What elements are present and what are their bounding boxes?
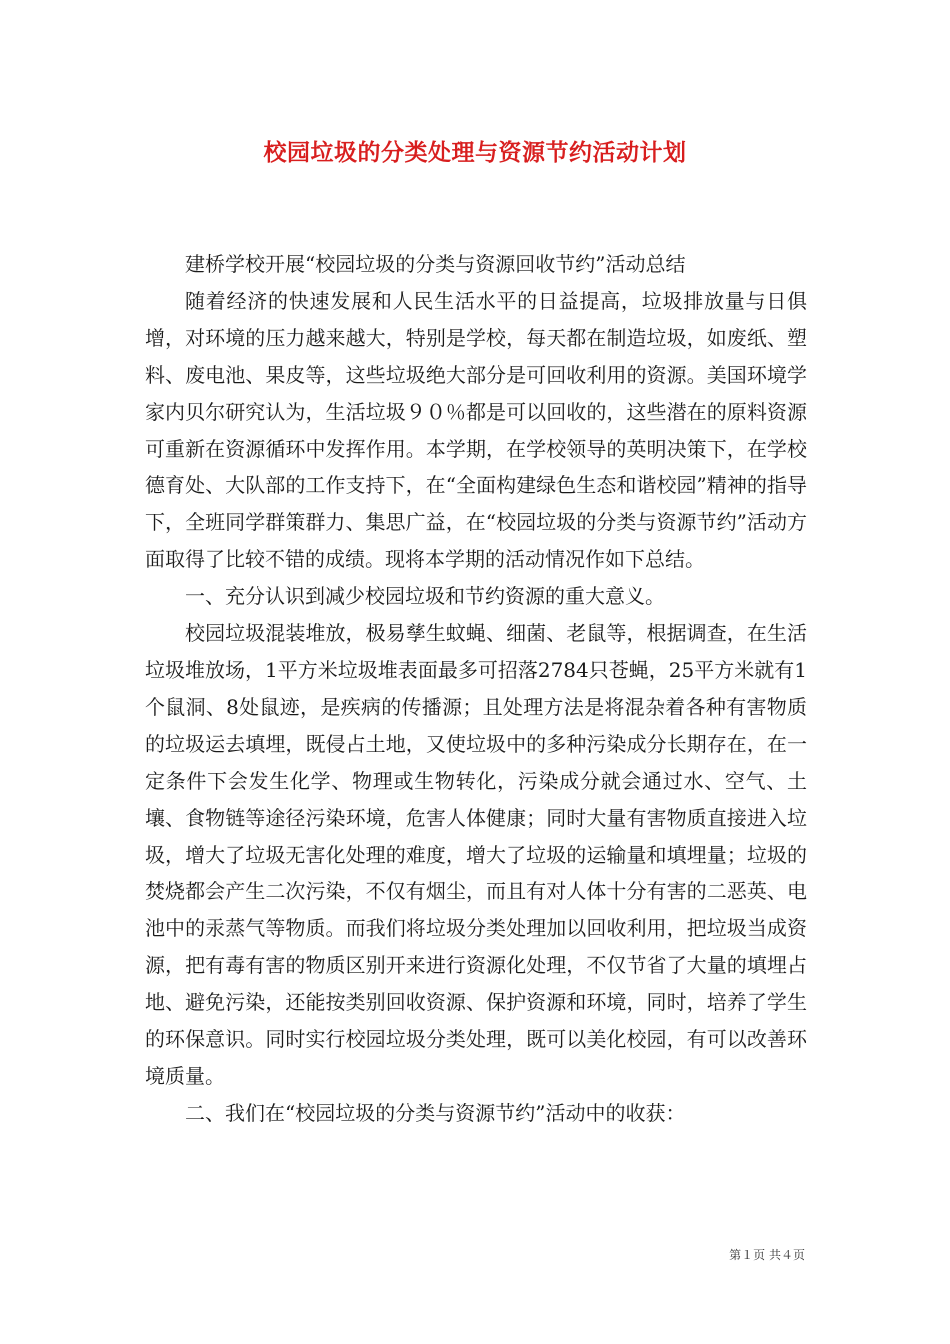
paragraph-intro: 随着经济的快速发展和人民生活水平的日益提高，垃圾排放量与日俱增，对环境的压力越来越大，特别是学校，每天都在制造垃圾，如废纸、塑料、废电池、果皮等，这些垃圾绝大部分是可回收利用的资源。美国环境学家内贝尔研究认为，生活垃圾９０％都是可以回收的，这些潜在的原料资源可重新在资源循环中发挥作用。本学期，在学校领导的英明决策下，在学校德育处、大队部的工作支持下，在“全面构建绿色生态和谐校园”精神的指导下，全班同学群策群力、集思广益，在“校园垃圾的分类与资源节约”活动方面取得了比较不错的成绩。现将本学期的活动情况作如下总结。	[145, 288, 807, 572]
paragraph-section-1: 校园垃圾混装堆放，极易孳生蚊蝇、细菌、老鼠等，根据调查，在生活垃圾堆放场，1平方米垃圾堆表面最多可招落2784只苍蝇，25平方米就有1个鼠洞、8处鼠迹，是疾病的传播源；且处理方法是将混杂着各种有害物质的垃圾运去填埋，既侵占土地，又使垃圾中的多种污染成分长期存在，在一定条件下会发生化学、物理或生物转化，污染成分就会通过水、空气、土壤、食物链等途径污染环境，危害人体健康；同时大量有害物质直接进入垃圾，增大了垃圾无害化处理的难度，增大了垃圾的运输量和填埋量；垃圾的焚烧都会产生二次污染，不仅有烟尘，而且有对人体十分有害的二恶英、电池中的汞蒸气等物质。而我们将垃圾分类处理加以回收利用，把垃圾当成资源，把有毒有害的物质区别开来进行资源化处理，不仅节省了大量的填埋占地、避免污染，还能按类别回收资源、保护资源和环境，同时，培养了学生的环保意识。同时实行校园垃圾分类处理，既可以美化校园，有可以改善环境质量。	[145, 621, 807, 1088]
page-number-footer: 第１页 共４页	[729, 1248, 805, 1262]
paragraph-subtitle: 建桥学校开展“校园垃圾的分类与资源回收节约”活动总结	[185, 252, 686, 276]
document-body	[145, 246, 807, 1132]
section-heading-2: 二、我们在“校园垃圾的分类与资源节约”活动中的收获：	[185, 1100, 686, 1125]
section-heading-1: 一、充分认识到减少校园垃圾和节约资源的重大意义。	[185, 584, 665, 609]
document-title: 校园垃圾的分类处理与资源节约活动计划	[263, 139, 687, 166]
